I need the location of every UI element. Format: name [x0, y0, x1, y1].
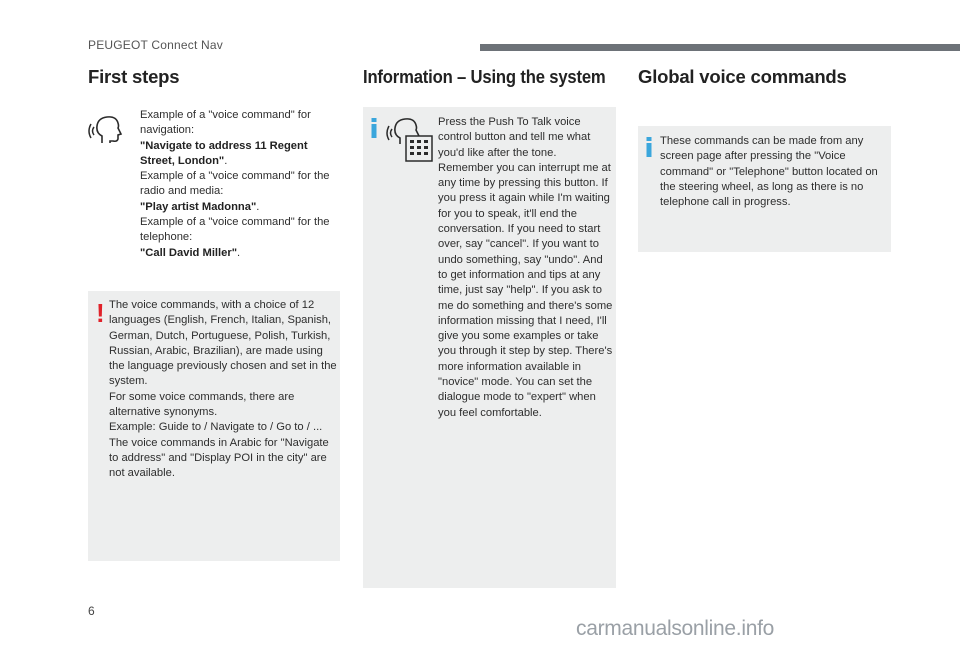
voice-keypad-icon	[386, 116, 434, 162]
page-number: 6	[88, 604, 95, 618]
example-tel-command: "Call David Miller"	[140, 246, 238, 259]
warning-text: The voice commands, with a choice of 12 languages (English, French, Italian, Spanish, German, Dutch, Portuguese, Polish, Turkish, Russian, Arabic, Brazilian), are made using the language previously chosen and set in the system. For some voice commands, there are alternative synonyms. Example: Guide to / Navigate to / Go to / ... The voice commands in Arabic for "Navigate to address" and "Display POI in the city" are not available.	[109, 299, 337, 480]
header-title: PEUGEOT Connect Nav	[88, 38, 223, 52]
information-box	[363, 107, 616, 588]
global-commands-box	[638, 126, 891, 252]
information-text: Press the Push To Talk voice control button and tell me what you'd like after the tone. Remember you can interrupt me at any time by pressing this button. If you press it again while I'm waiting for you to speak, it'll end the conversation. If you need to start over, say "cancel". If you want to undo something, say "undo". And to get information and tips at any time, just say "help". If you ask to me do something and there's some information missing that I need, I'll give you some examples or take you through it step by step. There's more information available in "novice" mode. You can set the dialogue mode to "expert" when you feel comfortable.	[438, 116, 613, 419]
global-voice-commands-title: Global voice commands	[638, 66, 847, 87]
first-steps-title: First steps	[88, 66, 180, 87]
header-bar	[480, 44, 960, 51]
example-radio-label: Example of a "voice command" for the radio and media:	[140, 170, 330, 198]
example-tel-label: Example of a "voice command" for the telephone:	[140, 216, 330, 244]
first-steps-examples: Example of a "voice command" for navigation: "Navigate to address 11 Regent Street, London". Example of a "voice command" for the radio and media: "Play artist Madonna". Example of a "voice command" for the telephone: "Call David Miller".	[140, 108, 338, 261]
information-title: Information – Using the system	[363, 66, 606, 87]
global-commands-text: These commands can be made from any screen page after pressing the "Voice command" or "Telephone" button located on the steering wheel, as long as there is no telephone call in progress.	[660, 135, 878, 209]
example-nav-command: "Navigate to address 11 Regent Street, London"	[140, 139, 308, 167]
example-nav-label: Example of a "voice command" for navigation:	[140, 109, 311, 137]
warning-box	[88, 291, 340, 561]
info-icon	[370, 118, 378, 138]
watermark: carmanualsonline.info	[576, 617, 774, 640]
example-radio-command: "Play artist Madonna"	[140, 200, 257, 213]
warning-exclamation-icon: !	[96, 298, 105, 328]
voice-speaking-icon	[88, 114, 126, 146]
info-icon	[645, 137, 653, 157]
